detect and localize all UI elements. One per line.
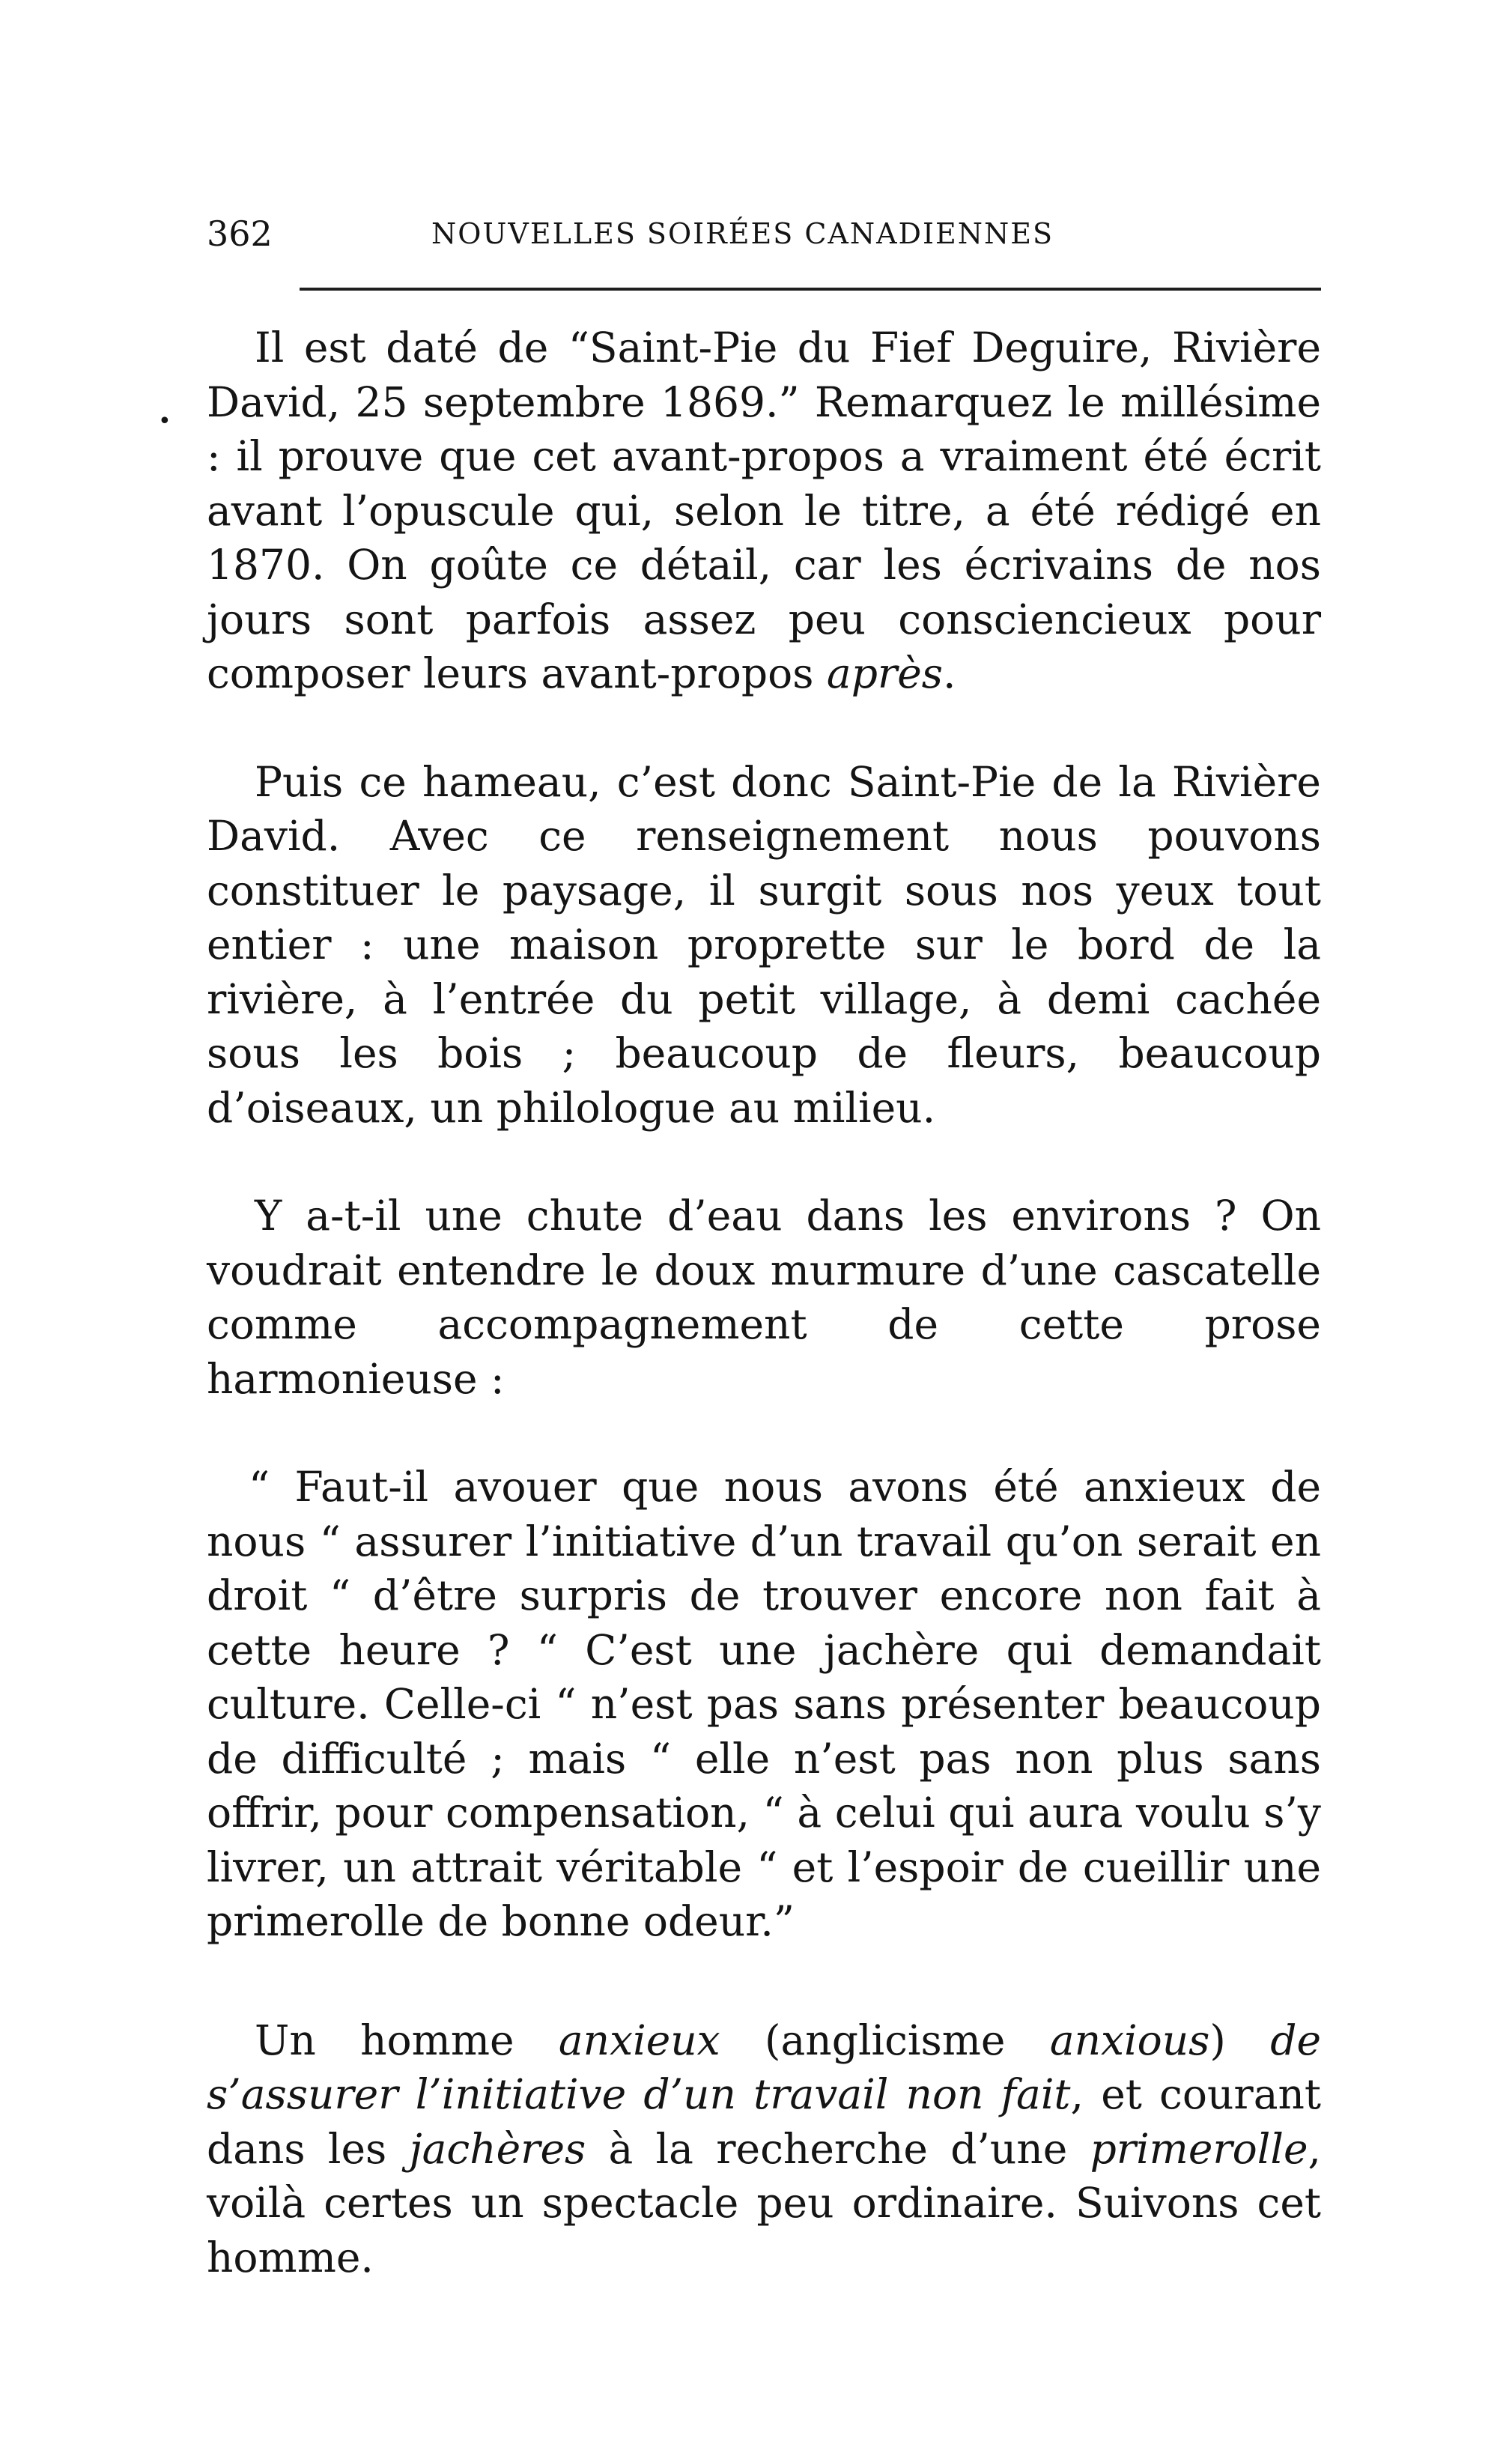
paragraph-4-italic-3: de s’assurer l’initiative d’un travail non fait <box>207 2016 1321 2118</box>
margin-mark: • <box>158 408 171 434</box>
paragraph-4-text-1: Un homme <box>255 2016 559 2064</box>
paragraph-4-text-5: à la recherche d’une <box>586 2124 1090 2173</box>
paragraph-2: Puis ce hameau, c’est donc Saint-Pie de la Rivière David. Avec ce renseignement nous pouvons constituer le paysage, il surgit sous nos yeux tout entier : une maison proprette sur le bord de la rivière, à l’entrée du petit village, à demi cachée sous les bois ; beaucoup de fleurs, beaucoup d’oiseaux, un philologue au milieu. <box>207 757 1321 1132</box>
paragraph-1 <box>207 321 1321 701</box>
paragraph-4-text-4: , et courant dans les <box>207 2070 1322 2173</box>
paragraph-4-text-3: ) <box>1209 2016 1271 2064</box>
paragraph-4-text-6: , voilà certes un spectacle peu ordinaire. Suivons cet homme. <box>207 2124 1321 2281</box>
paragraph-4-italic-4: jachères <box>409 2124 586 2173</box>
body-text <box>207 321 1321 2284</box>
paragraph-1-text: Il est daté de “Saint-Pie du Fief Deguire, Rivière David, 25 septembre 1869.” Remarquez le millésime : il prouve que cet avant-propos a vraiment été écrit avant l’opuscule qui, selon le titre, a été rédigé en 1870. On goûte ce détail, car les écrivains de nos jours sont parfois assez peu consciencieux pour composer leurs avant-propos <box>207 324 1321 697</box>
paragraph-1-italic: après <box>826 649 943 697</box>
paragraph-4-italic-5: primerolle <box>1090 2124 1308 2173</box>
page-number: 362 <box>207 213 273 254</box>
running-title: NOUVELLES SOIRÉES CANADIENNES <box>431 217 1054 250</box>
block-quote: “ Faut-il avouer que nous avons été anxieux de nous “ assurer l’initiative d’un travail qu’on serait en droit “ d’être surpris de trouver encore non fait à cette heure ? “ C’est une jachère qui demandait culture. Celle-ci “ n’est pas sans présenter beaucoup de difficulté ; mais “ elle n’est pas non plus sans offrir, pour compensation, “ à celui qui aura voulu s’y livrer, un attrait véritable “ et l’espoir de cueillir une primerolle de bonne odeur.” <box>207 1463 1321 1945</box>
paragraph-3: Y a-t-il une chute d’eau dans les environs ? On voudrait entendre le doux murmure d’une cascatelle comme accompagnement de cette prose harmonieuse : <box>207 1192 1321 1403</box>
page-header <box>207 211 1321 256</box>
paragraph-4-italic-1: anxieux <box>558 2016 720 2064</box>
paragraph-4 <box>207 2013 1321 2285</box>
paragraph-1-end: . <box>942 649 956 697</box>
paragraph-4-italic-2: anxious <box>1049 2016 1210 2064</box>
paragraph-4-text-2: (anglicisme <box>720 2016 1050 2064</box>
header-rule <box>300 288 1321 291</box>
